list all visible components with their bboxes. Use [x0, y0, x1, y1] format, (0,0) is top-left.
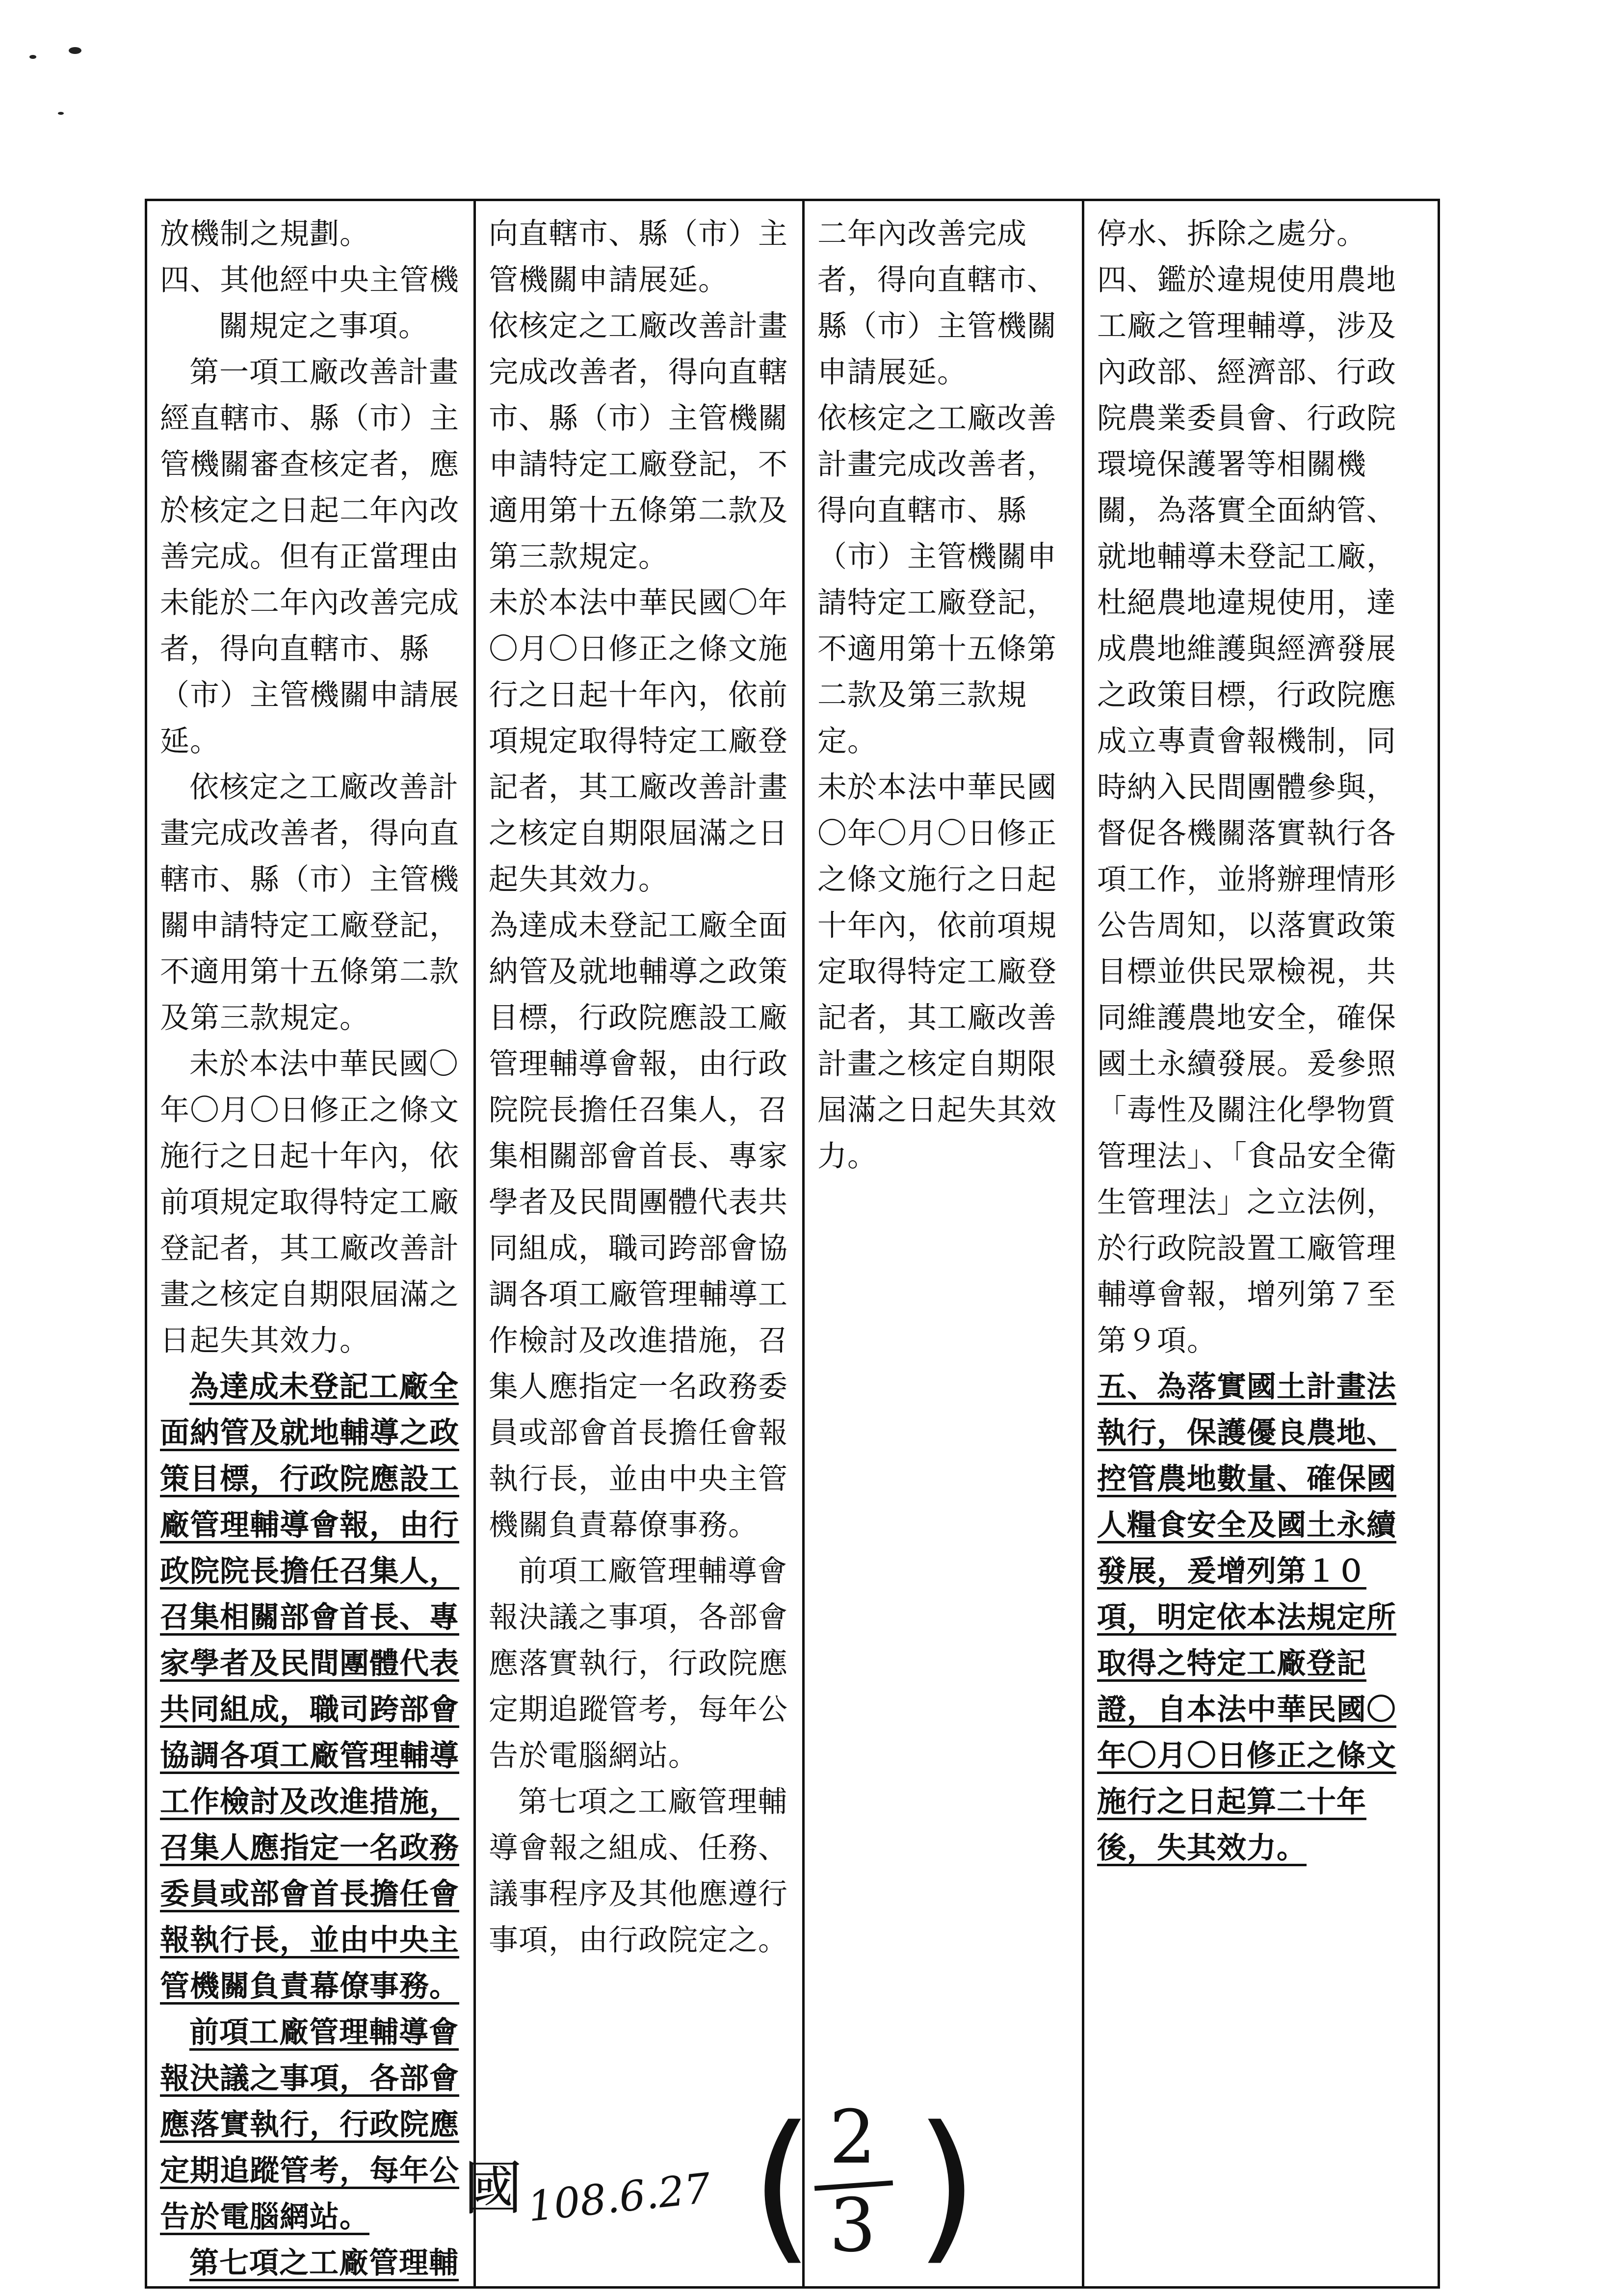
column-current-text: [804, 200, 1083, 2288]
comparison-table: [145, 199, 1440, 2289]
paragraph: [160, 764, 461, 1041]
column-explanation: [1083, 200, 1439, 2288]
paragraph-text: 未於本法中華民國〇年〇月〇日修正之條文施行之日起十年內，依前項規定取得特定工廠登記者，其工廠改善計畫之核定自期限屆滿之日起失其效力。: [817, 770, 1057, 1174]
page-number-denominator: 3: [829, 2183, 876, 2269]
paragraph: [489, 1779, 789, 1963]
paragraph: [817, 211, 1069, 395]
paragraph: [817, 395, 1069, 764]
paragraph-text: 依核定之工廠改善計畫完成改善者，得向直轄市、縣（市）主管機關申請特定工廠登記，不適用第十五條第二款及第三款規定。: [489, 309, 788, 574]
paragraph-text: 向直轄市、縣（市）主管機關申請展延。: [489, 217, 788, 297]
paragraph-text: 停水、拆除之處分。: [1097, 217, 1366, 251]
paragraph-text: 第七項之工廠管理輔導會報之組成、任務、議事程序及其他應遵行事項，由行政院定之。: [489, 1785, 788, 1957]
paragraph: [160, 2009, 461, 2240]
paragraph: [160, 2240, 461, 2286]
paragraph: [489, 1548, 789, 1779]
column-text-continued: [475, 200, 804, 2288]
paragraph: [1097, 257, 1425, 1364]
paragraph: [1097, 1364, 1425, 1871]
paragraph-text: 未於本法中華民國〇年〇月〇日修正之條文施行之日起十年內，依前項規定取得特定工廠登記者，其工廠改善計畫之核定自期限屆滿之日起失其效力。: [489, 586, 788, 897]
scan-speck: [58, 112, 64, 115]
paragraph: [160, 349, 461, 764]
close-parenthesis: ): [915, 2091, 978, 2280]
paragraph-text: 為達成未登記工廠全面納管及就地輔導之政策目標，行政院應設工廠管理輔導會報，由行政院院長擔任召集人，召集相關部會首長、專家學者及民間團體代表共同組成，職司跨部會協調各項工廠管理輔導工作檢討及改進措施，召集人應指定一名政務委員或部會首長擔任會報執行長，並由中央主管機關負責幕僚事務。: [489, 909, 788, 1542]
paragraph: [1097, 211, 1425, 257]
paragraph-text: 未於本法中華民國〇年〇月〇日修正之條文施行之日起十年內，依前項規定取得特定工廠登記者，其工廠改善計畫之核定自期限屆滿之日起失其效力。: [160, 1047, 459, 1358]
paragraph-text: 四、鑑於違規使用農地工廠之管理輔導，涉及內政部、經濟部、行政院農業委員會、行政院環境保護署等相關機關，為落實全面納管、就地輔導未登記工廠，杜絕農地違規使用，達成農地維護與經濟發展之政策目標，行政院應成立專責會報機制，同時納入民間團體參與，督促各機關落實執行各項工作，並將辦理情形公告周知，以落實政策目標並供民眾檢視，共同維護農地安全，確保國土永續發展。爰參照「毒性及關注化學物質管理法」、「食品安全衛生管理法」之立法例，於行政院設置工廠管理輔導會報，增列第７至第９項。: [1097, 263, 1397, 1358]
paragraph-text: 第七項之工廠管理輔: [189, 2246, 459, 2280]
paragraph-text: 五、為落實國土計畫法執行，保護優良農地、控管農地數量、確保國人糧食安全及國土永續發展，爰增列第１０項，明定依本法規定所取得之特定工廠登記證，自本法中華民國〇年〇月〇日修正之條文施行之日起算二十年後，失其效力。: [1097, 1370, 1396, 1865]
scan-speck: [69, 47, 81, 54]
paragraph-text: 第一項工廠改善計畫經直轄市、縣（市）主管機關審查核定者，應於核定之日起二年內改善完成。但有正當理由未能於二年內改善完成者，得向直轄市、縣（市）主管機關申請展延。: [160, 355, 459, 758]
scan-speck: [29, 55, 36, 59]
paragraph: [160, 211, 461, 257]
paragraph-text: 依核定之工廠改善計畫完成改善者，得向直轄市、縣（市）主管機關申請特定工廠登記，不適用第十五條第二款及第三款規定。: [817, 401, 1057, 758]
page-number-numerator: 2: [829, 2095, 876, 2180]
open-parenthesis: (: [751, 2091, 814, 2280]
paragraph-text: 二年內改善完成者，得向直轄市、縣（市）主管機關申請展延。: [817, 217, 1057, 390]
paragraph: [489, 580, 789, 903]
paragraph: [489, 303, 789, 580]
handwritten-date: 108.6.27: [525, 2164, 713, 2231]
paragraph-text: 四、其他經中央主管機關規定之事項。: [160, 263, 459, 343]
paragraph: [489, 211, 789, 303]
paragraph: [160, 1041, 461, 1364]
paragraph: [817, 764, 1069, 1179]
column-amended-text: [146, 200, 475, 2288]
paragraph: [489, 903, 789, 1548]
paragraph-text: 前項工廠管理輔導會報決議之事項，各部會應落實執行，行政院應定期追蹤管考，每年公告於電腦網站。: [489, 1554, 788, 1773]
paragraph-text: 為達成未登記工廠全面納管及就地輔導之政策目標，行政院應設工廠管理輔導會報，由行政院院長擔任召集人，召集相關部會首長、專家學者及民間團體代表共同組成，職司跨部會協調各項工廠管理輔導工作檢討及改進措施，召集人應指定一名政務委員或部會首長擔任會報執行長，並由中央主管機關負責幕僚事務。: [160, 1370, 459, 2004]
paragraph-text: 放機制之規劃。: [160, 217, 369, 251]
table-row: [146, 200, 1439, 2288]
paragraph-text: 前項工廠管理輔導會報決議之事項，各部會應落實執行，行政院應定期追蹤管考，每年公告於電腦網站。: [160, 2015, 459, 2234]
paragraph-text: 依核定之工廠改善計畫完成改善者，得向直轄市、縣（市）主管機關申請特定工廠登記，不適用第十五條第二款及第三款規定。: [160, 770, 459, 1035]
paragraph: [160, 1364, 461, 2009]
stamp-character: 國: [464, 2155, 523, 2223]
paragraph: [160, 257, 461, 349]
